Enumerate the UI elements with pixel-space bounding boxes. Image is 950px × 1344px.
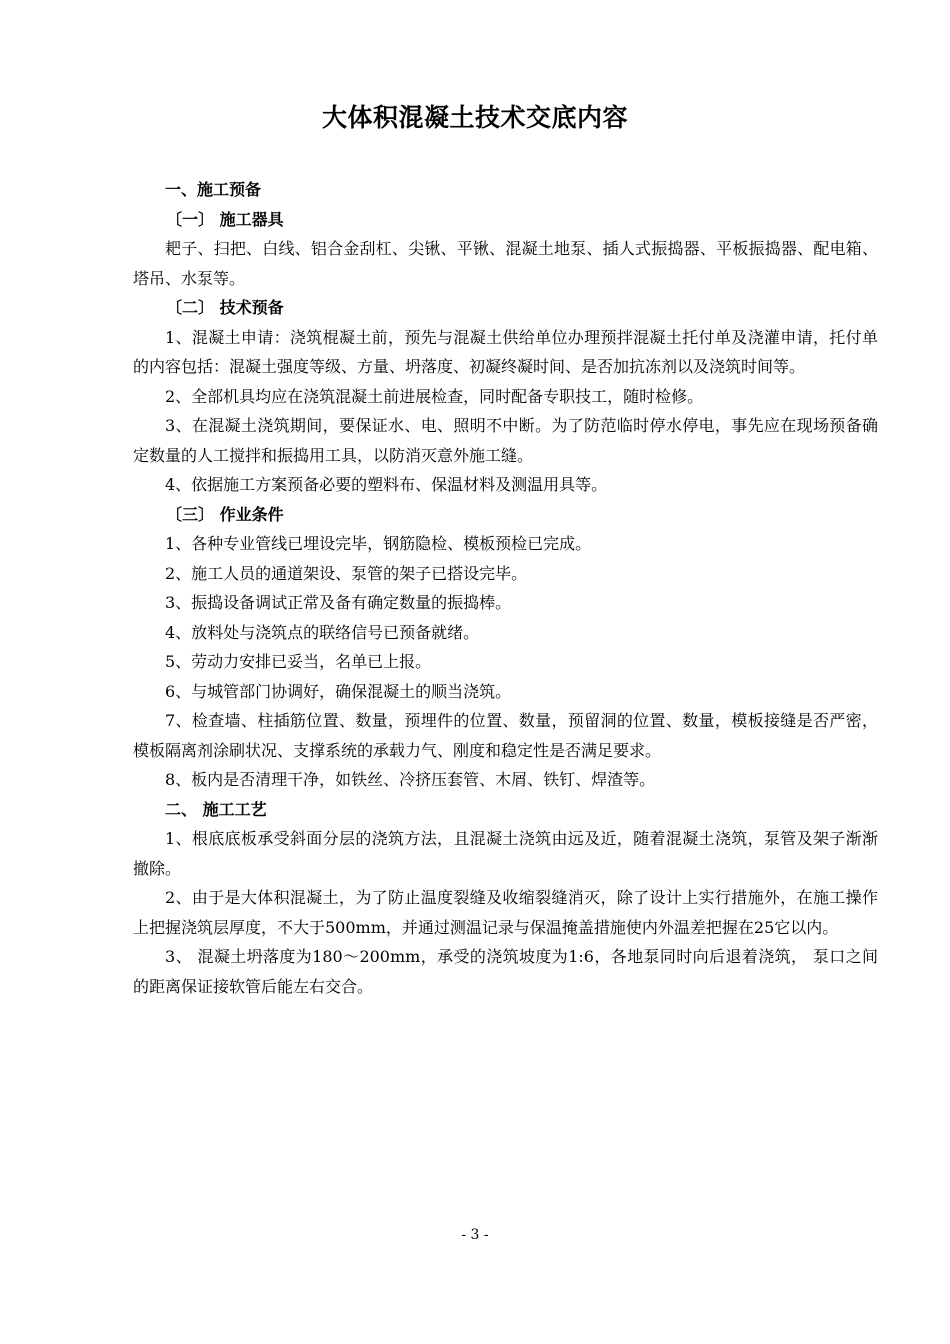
- page-number: - 3 -: [461, 1227, 489, 1243]
- list-item: 1、混凝土申请：浇筑棍凝土前，预先与混凝土供给单位办理预拌混凝土托付单及浇灌申请，托付单的内容包括：混凝土强度等级、方量、坍落度、初凝终凝时间、是否加抗冻剂以及浇筑时间等。: [133, 327, 878, 376]
- list-item: 1、根底底板承受斜面分层的浇筑方法，且混凝土浇筑由远及近，随着混凝土浇筑，泵管及架子渐渐撤除。: [133, 829, 878, 878]
- list-item: 4、放料处与浇筑点的联络信号已预备就绪。: [165, 622, 480, 642]
- subsection-heading-technical-prep: 〔二〕 技术预备: [166, 298, 284, 317]
- list-item: 1、各种专业管线已埋设完毕，钢筋隐检、模板预检已完成。: [165, 534, 592, 553]
- list-item: 2、施工人员的通道架设、泵管的架子已搭设完毕。: [165, 563, 528, 583]
- list-item: 3、在混凝土浇筑期间，要保证水、电、照明不中断。为了防范临时停水停电，事先应在现场预备确定数量的人工搅拌和振捣用工具，以防消灭意外施工缝。: [133, 416, 878, 465]
- list-item: 5、劳动力安排已妥当，名单已上报。: [165, 652, 432, 671]
- list-item: 3、 混凝土坍落度为180～200mm，承受的浇筑坡度为1:6，各地泵同时向后退着浇筑， 泵口之间的距离保证接软管后能左右交合。: [133, 947, 878, 996]
- list-item: 6、与城管部门协调好，确保混凝土的顺当浇筑。: [165, 681, 512, 701]
- list-item: 3、振捣设备调试正常及备有确定数量的振捣棒。: [165, 593, 512, 612]
- paragraph-tools: 耙子、扫把、白线、铝合金刮杠、尖锹、平锹、混凝土地泵、插人式振捣器、平板振捣器、配电箱、塔吊、水泵等。: [133, 239, 878, 288]
- list-item: 2、由于是大体积混凝土，为了防止温度裂缝及收缩裂缝消灭，除了设计上实行措施外，在施工操作上把握浇筑层厚度，不大于500mm，并通过测温记录与保温掩盖措施使内外温差把握在25它以内。: [133, 888, 878, 937]
- section-heading-process: 二、 施工工艺: [165, 799, 267, 819]
- list-item: 7、检查墙、柱插筋位置、数量，预埋件的位置、数量，预留洞的位置、数量，模板接缝是否严密，模板隔离剂涂刷状况、支撑系统的承载力气、刚度和稳定性是否满足要求。: [133, 711, 878, 760]
- document-body: [133, 175, 878, 1001]
- document-title: 大体积混凝土技术交底内容: [321, 103, 628, 132]
- list-item: 4、依据施工方案预备必要的塑料布、保温材料及测温用具等。: [165, 475, 608, 494]
- list-item: 2、全部机具均应在浇筑混凝土前进展检查，同时配备专职技工，随时检修。: [165, 386, 704, 406]
- subsection-heading-work-conditions: 〔三〕 作业条件: [166, 504, 284, 524]
- subsection-heading-tools: 〔一〕 施工器具: [166, 209, 284, 229]
- section-heading-preparation: 一、施工预备: [165, 180, 262, 199]
- list-item: 8、板内是否清理干净，如铁丝、冷挤压套管、木屑、铁钉、焊渣等。: [165, 770, 656, 789]
